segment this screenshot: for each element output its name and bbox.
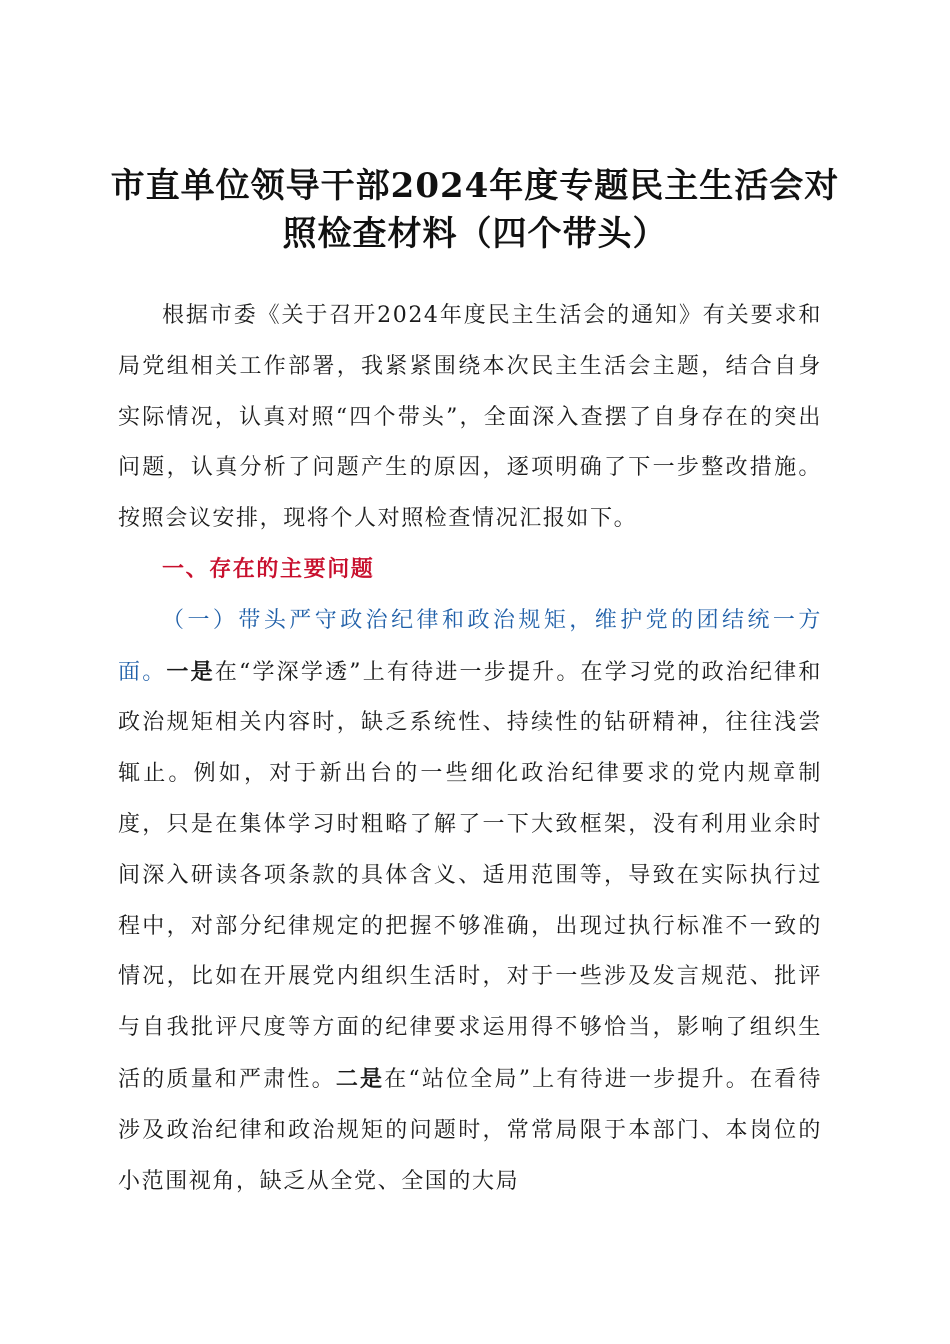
title-line-1: 市直单位领导干部2024年度专题民主生活会对 [110, 166, 840, 206]
subsection-paragraph [118, 596, 822, 1208]
point-1-label: 一是 [166, 658, 215, 685]
document-title [100, 162, 850, 258]
subsection-heading: （一）带头严守政治纪律和政治规矩，维护党的团结统一方面。 [118, 607, 822, 685]
point-2-text: 在“站位全局”上有待进一步提升。在看待涉及政治纪律和政治规矩的问题时，常常局限于本部门、本岗位的小范围视角，缺乏从全党、全国的大局 [118, 1066, 822, 1194]
point-1-text: 在“学深学透”上有待进一步提升。在学习党的政治纪律和政治规矩相关内容时，缺乏系统性、持续性的钻研精神，往往浅尝辄止。例如，对于新出台的一些细化政治纪律要求的党内规章制度，只是在集体学习时粗略了解了一下大致框架，没有利用业余时间深入研读各项条款的具体含义、适用范围等，导致在实际执行过程中，对部分纪律规定的把握不够准确，出现过执行标准不一致的情况，比如在开展党内组织生活时，对于一些涉及发言规范、批评与自我批评尺度等方面的纪律要求运用得不够恰当，影响了组织生活的质量和严肃性。 [118, 659, 822, 1092]
point-2-label: 二是 [335, 1065, 385, 1092]
intro-paragraph: 根据市委《关于召开2024年度民主生活会的通知》有关要求和局党组相关工作部署，我紧紧围绕本次民主生活会主题，结合自身实际情况，认真对照“四个带头”，全面深入查摆了自身存在的突出问题，认真分析了问题产生的原因，逐项明确了下一步整改措施。按照会议安排，现将个人对照检查情况汇报如下。 [118, 303, 822, 532]
title-line-2: 照检查材料（四个带头） [282, 214, 668, 254]
document-body [118, 291, 822, 1207]
section-heading: 一、存在的主要问题 [162, 556, 375, 582]
